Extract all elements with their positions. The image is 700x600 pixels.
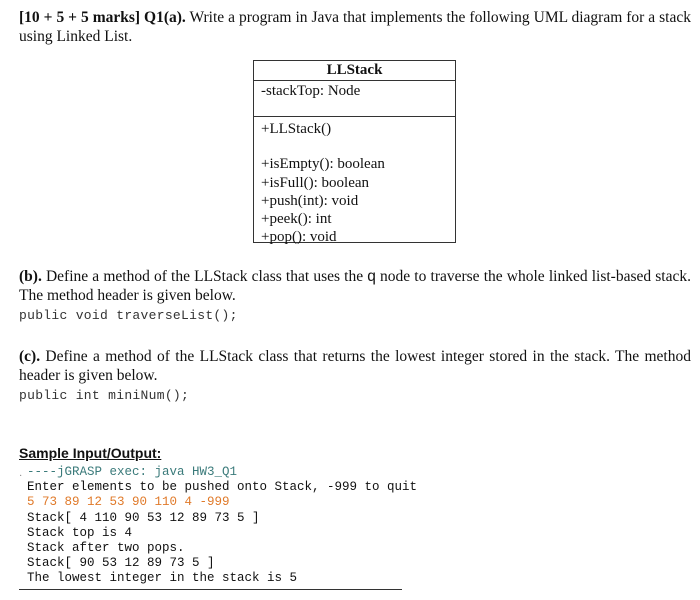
uml-class-diagram <box>253 60 456 246</box>
sample-console <box>27 465 417 587</box>
divider <box>19 589 402 590</box>
question-c-label: (c). <box>19 348 41 365</box>
question-a-text: Write a program in Java that implements the following UML diagram for a stack using Linked List. <box>19 9 691 45</box>
uml-method: +isEmpty(): boolean <box>261 156 385 173</box>
console-line: Stack top is 4 <box>27 525 133 540</box>
question-b <box>19 267 691 305</box>
uml-attribute: -stackTop: Node <box>254 81 455 117</box>
question-c-code: public int miniNum(); <box>19 388 190 403</box>
uml-method: +peek(): int <box>261 211 332 228</box>
question-b-text-1: Define a method of the LLStack class that uses the <box>41 268 368 285</box>
uml-method: +push(int): void <box>261 192 359 209</box>
console-line: ----jGRASP exec: java HW3_Q1 <box>27 465 238 479</box>
uml-class-name: LLStack <box>254 61 455 81</box>
console-line: Stack[ 90 53 12 89 73 5 ] <box>27 556 215 571</box>
question-a-marks: [10 + 5 + 5 marks] Q1(a). <box>19 9 186 26</box>
console-line: Stack after two pops. <box>27 540 185 555</box>
uml-method: +isFull(): boolean <box>261 174 370 191</box>
question-b-q: q <box>367 268 376 285</box>
console-line: Enter elements to be pushed onto Stack, -999 to quit <box>27 480 418 495</box>
question-c <box>19 347 691 385</box>
question-a <box>19 8 691 46</box>
uml-operations <box>254 117 455 247</box>
console-line: 5 73 89 12 53 90 110 4 -999 <box>27 495 230 510</box>
bullet-dot-icon: · <box>19 471 23 482</box>
console-line: Stack[ 4 110 90 53 12 89 73 5 ] <box>27 510 260 525</box>
uml-constructor: +LLStack() <box>261 121 332 137</box>
uml-method: +pop(): void <box>261 229 337 246</box>
question-b-label: (b). <box>19 268 42 285</box>
question-c-text: Define a method of the LLStack class that returns the lowest integer stored in the stack. The method header is given below. <box>19 348 691 384</box>
sample-io-title: Sample Input/Output: <box>19 445 162 461</box>
console-line: The lowest integer in the stack is 5 <box>27 571 298 586</box>
question-b-text-2: node to traverse the whole linked list-based stack. The method header is given below. <box>19 268 692 304</box>
question-b-code: public void traverseList(); <box>19 308 238 323</box>
